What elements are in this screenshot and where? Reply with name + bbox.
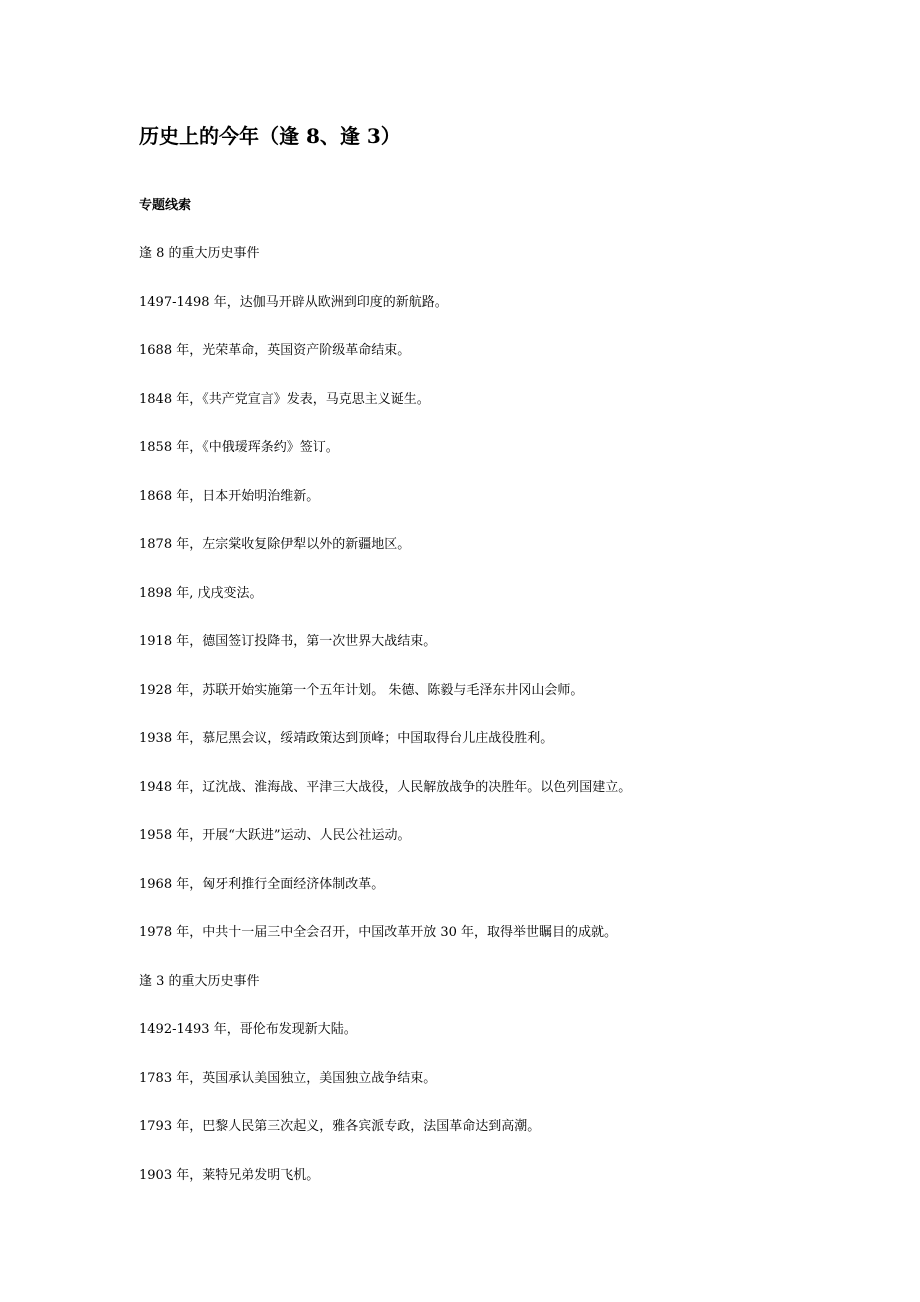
document-title: 历史上的今年（逢 8、逢 3） [139,124,401,148]
event-line: 1497-1498 年，达伽马开辟从欧洲到印度的新航路。 [139,294,448,310]
event-line: 1858 年，《中俄瑷珲条约》签订。 [139,440,339,455]
section-subtitle: 专题线索 [139,198,192,213]
event-line: 1878 年，左宗棠收复除伊犁以外的新疆地区。 [139,537,411,552]
event-line: 1938 年，慕尼黑会议，绥靖政策达到顶峰；中国取得台儿庄战役胜利。 [139,731,554,746]
section-heading-8: 逢 8 的重大历史事件 [139,246,260,261]
event-line: 1492-1493 年，哥伦布发现新大陆。 [139,1022,357,1037]
event-line: 1848 年，《共产党宣言》发表，马克思主义诞生。 [139,391,430,407]
event-line: 1928 年，苏联开始实施第一个五年计划。 朱德、陈毅与毛泽东井冈山会师。 [139,682,584,698]
section-heading-3: 逢 3 的重大历史事件 [139,973,260,989]
event-line: 1868 年，日本开始明治维新。 [139,488,320,504]
event-line: 1793 年，巴黎人民第三次起义，雅各宾派专政，法国革命达到高潮。 [139,1119,541,1134]
event-line: 1948 年，辽沈战、淮海战、平津三大战役，人民解放战争的决胜年。以色列国建立。 [139,779,632,795]
event-line: 1978 年，中共十一届三中全会召开，中国改革开放 30 年，取得举世瞩目的成就。 [139,925,618,940]
event-line: 1968 年，匈牙利推行全面经济体制改革。 [139,876,385,892]
event-line: 1898 年, 戊戌变法。 [139,585,263,601]
event-line: 1783 年，英国承认美国独立，美国独立战争结束。 [139,1070,437,1086]
event-line: 1688 年，光荣革命，英国资产阶级革命结束。 [139,343,411,358]
event-line: 1903 年，莱特兄弟发明飞机。 [139,1167,320,1183]
event-line: 1918 年，德国签订投降书，第一次世界大战结束。 [139,634,437,649]
event-list [139,242,631,1212]
event-line: 1958 年，开展“大跃进”运动、人民公社运动。 [139,828,411,843]
